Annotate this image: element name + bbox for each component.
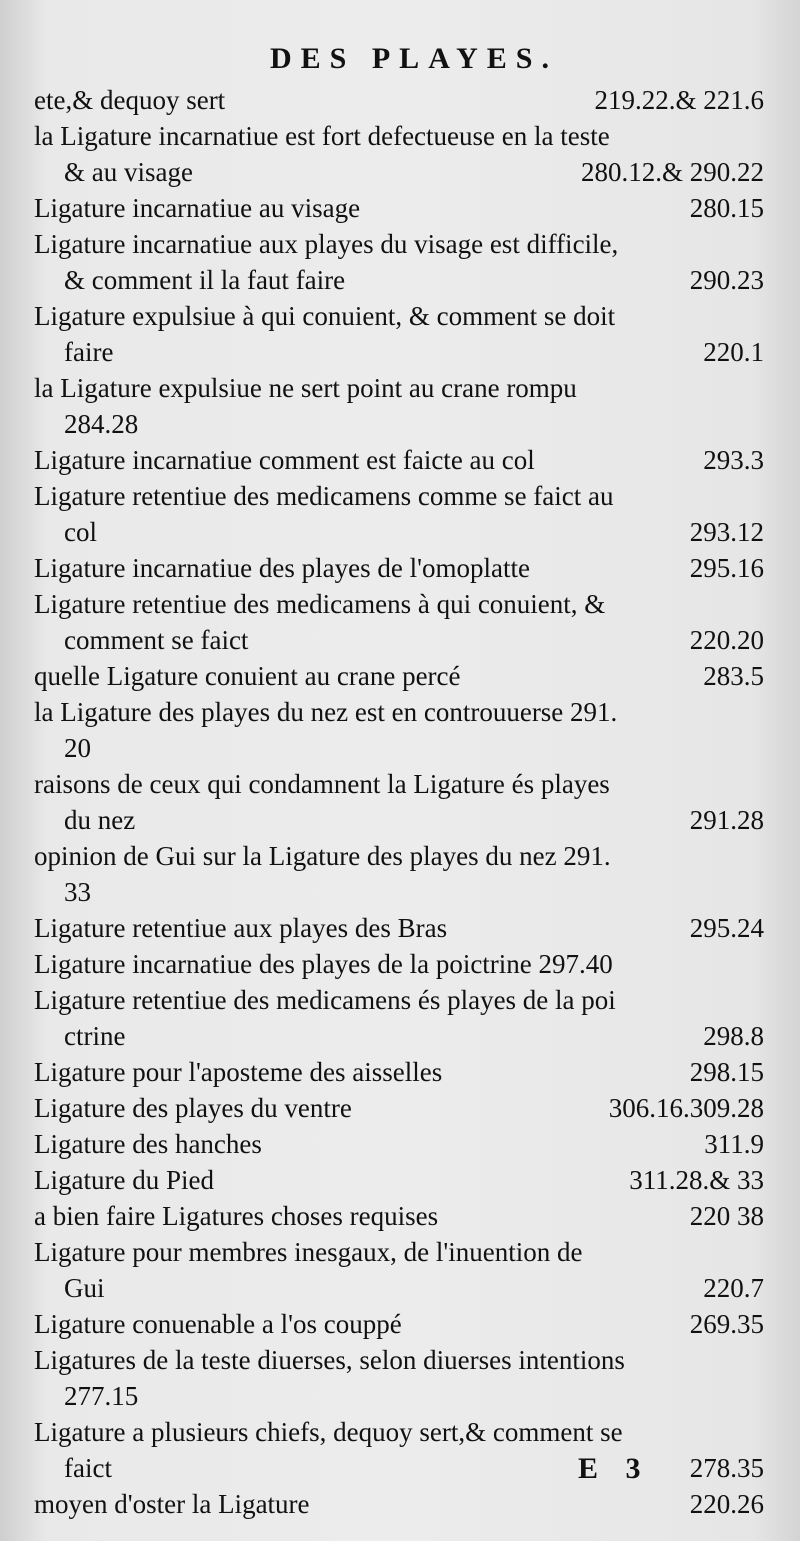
entry-text: Ligature conuenable a l'os couppé xyxy=(34,1309,402,1339)
page-reference: 220.26 xyxy=(689,1489,764,1519)
page-reference: 290.23 xyxy=(689,265,764,295)
entry-continuation: du nez xyxy=(64,805,136,835)
running-header: DES PLAYES. xyxy=(270,42,558,75)
entry-text: a bien faire Ligatures choses requises xyxy=(34,1201,439,1231)
page-reference: 295.24 xyxy=(689,913,764,943)
page-reference: 219.22.& 221.6 xyxy=(594,85,764,115)
entry-continuation: faire xyxy=(64,337,114,367)
page-reference: 311.28.& 33 xyxy=(629,1165,764,1195)
entry-continuation: Gui xyxy=(64,1273,105,1303)
page-reference: 220.7 xyxy=(703,1273,764,1303)
page-reference: 311.9 xyxy=(704,1129,764,1159)
entry-text: Ligatures de la teste diuerses, selon diuerses intentions xyxy=(34,1345,625,1375)
index-entry xyxy=(34,550,764,586)
index-entry xyxy=(34,946,764,982)
page-reference: 280.12.& 290.22 xyxy=(580,157,764,187)
entry-continuation: faict xyxy=(64,1453,112,1483)
entry-text: Ligature retentiue des medicamens à qui conuient, & xyxy=(34,589,606,619)
page-reference: 280.15 xyxy=(689,193,764,223)
page-reference: 293.3 xyxy=(703,445,764,475)
index-entry xyxy=(34,1306,764,1342)
index-entry xyxy=(34,442,764,478)
index-entry xyxy=(34,694,764,766)
entry-text: la Ligature incarnatiue est fort defectueuse en la teste xyxy=(34,121,610,151)
entry-text: quelle Ligature conuient au crane percé xyxy=(34,661,461,691)
index-entry xyxy=(34,1414,764,1486)
entry-text: Ligature retentiue aux playes des Bras xyxy=(34,913,448,943)
entry-continuation: & au visage xyxy=(64,157,193,187)
entry-continuation: 284.28 xyxy=(64,409,139,439)
index-entry xyxy=(34,1090,764,1126)
page-reference: 220.1 xyxy=(703,337,764,367)
entry-continuation: 33 xyxy=(64,877,91,907)
index-entry xyxy=(34,226,764,298)
page-reference: 306.16.309.28 xyxy=(608,1093,764,1123)
entry-text: Ligature incarnatiue au visage xyxy=(34,193,361,223)
page-reference: 278.35 xyxy=(689,1453,764,1483)
page-reference: 220.20 xyxy=(689,625,764,655)
index-entry xyxy=(34,1126,764,1162)
page-reference: 220 38 xyxy=(689,1201,764,1231)
index-entry xyxy=(34,586,764,658)
entry-text: opinion de Gui sur la Ligature des playes du nez 291. xyxy=(34,841,611,871)
entry-continuation: & comment il la faut faire xyxy=(64,265,346,295)
entry-text: Ligature des hanches xyxy=(34,1129,262,1159)
entry-continuation: col xyxy=(64,517,97,547)
index-entry xyxy=(34,1198,764,1234)
index-entry xyxy=(34,838,764,910)
index-entry xyxy=(34,1054,764,1090)
index-entry xyxy=(34,118,764,190)
index-entry xyxy=(34,766,764,838)
entry-text: Ligature retentiue des medicamens és playes de la poi xyxy=(34,985,616,1015)
entry-text: Ligature des playes du ventre xyxy=(34,1093,352,1123)
page-reference: 295.16 xyxy=(689,553,764,583)
signature-mark: E 3 xyxy=(578,1452,651,1485)
entry-text: Ligature incarnatiue aux playes du visage est difficile, xyxy=(34,229,619,259)
entry-text: Ligature retentiue des medicamens comme se faict au xyxy=(34,481,614,511)
entry-text: Ligature a plusieurs chiefs, dequoy sert,& comment se xyxy=(34,1417,623,1447)
index-entry xyxy=(34,298,764,370)
index-entry xyxy=(34,478,764,550)
page-reference: 269.35 xyxy=(689,1309,764,1339)
index-entries xyxy=(34,82,764,1522)
entry-text: la Ligature expulsiue ne sert point au crane rompu xyxy=(34,373,577,403)
index-entry xyxy=(34,370,764,442)
entry-text: Ligature pour membres inesgaux, de l'inuention de xyxy=(34,1237,583,1267)
entry-text: raisons de ceux qui condamnent la Ligature és playes xyxy=(34,769,610,799)
index-entry xyxy=(34,910,764,946)
entry-text: Ligature expulsiue à qui conuient, & comment se doit xyxy=(34,301,616,331)
entry-text: Ligature incarnatiue des playes de l'omoplatte xyxy=(34,553,530,583)
index-entry xyxy=(34,1486,764,1522)
index-entry xyxy=(34,982,764,1054)
entry-continuation: 277.15 xyxy=(64,1381,139,1411)
entry-text: la Ligature des playes du nez est en controuuerse 291. xyxy=(34,697,618,727)
index-entry xyxy=(34,1162,764,1198)
entry-text: ete,& dequoy sert xyxy=(34,85,226,115)
page-reference: 283.5 xyxy=(703,661,764,691)
index-entry xyxy=(34,190,764,226)
entry-text: Ligature incarnatiue des playes de la poictrine 297.40 xyxy=(34,949,613,979)
entry-continuation: 20 xyxy=(64,733,91,763)
index-entry xyxy=(34,658,764,694)
page-reference: 293.12 xyxy=(689,517,764,547)
entry-continuation: ctrine xyxy=(64,1021,126,1051)
index-entry xyxy=(34,82,764,118)
entry-text: Ligature pour l'aposteme des aisselles xyxy=(34,1057,443,1087)
page-reference: 298.8 xyxy=(703,1021,764,1051)
index-entry xyxy=(34,1342,764,1414)
entry-text: Ligature du Pied xyxy=(34,1165,214,1195)
entry-text: moyen d'oster la Ligature xyxy=(34,1489,310,1519)
entry-continuation: comment se faict xyxy=(64,625,249,655)
page-reference: 298.15 xyxy=(689,1057,764,1087)
page-reference: 291.28 xyxy=(689,805,764,835)
entry-text: Ligature incarnatiue comment est faicte au col xyxy=(34,445,535,475)
index-entry xyxy=(34,1234,764,1306)
